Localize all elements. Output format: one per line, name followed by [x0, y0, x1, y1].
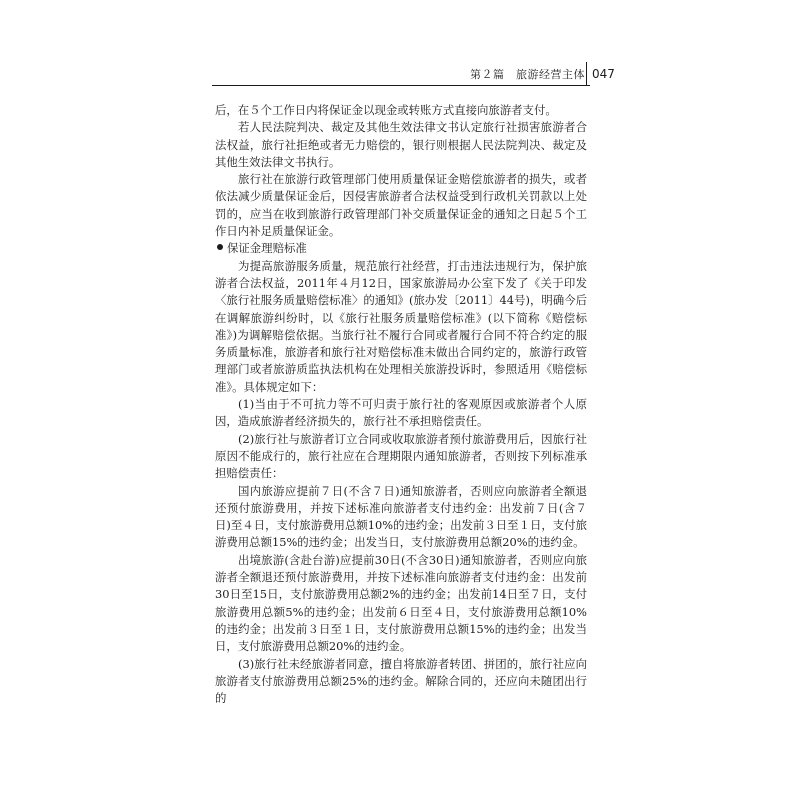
header-rule	[212, 85, 590, 86]
bullet-icon	[217, 244, 223, 250]
paragraph-continuation: 后，在５个工作日内将保证金以现金或转账方式直接向旅游者支付。	[215, 103, 557, 117]
section-heading-text: 保证金理赔标准	[227, 241, 307, 256]
running-header	[0, 0, 800, 90]
paragraph-court-judgment: 若人民法院判决、裁定及其他生效法律文书认定旅行社损害旅游者合法权益，旅行社拒绝或者无力赔偿的，银行则根据人民法院判决、裁定及其他生效法律文书执行。	[215, 120, 587, 169]
page-number: 047	[592, 67, 615, 81]
paragraph-compensation-standard: 为提高旅游服务质量，规范旅行社经营，打击违法违规行为，保护旅游者合法权益，2011年４月12日，国家旅游局办公室下发了《关于印发〈旅行社服务质量赔偿标准〉的通知》(旅办发〔2011〕44号)，明确今后在调解旅游纠纷时，以《旅行社服务质量赔偿标准》(以下简称《赔偿标准》)为调解赔偿依据。当旅行社不履行合同或者履行合同不符合约定的服务质量标准，旅游者和旅行社对赔偿标准未做出合同约定的，旅游行政管理部门或者旅游质监执法机构在处理相关旅游投诉时，参照适用《赔偿标准》。具体规定如下：	[215, 258, 587, 394]
running-header-section-title: 第２篇 旅游经营主体	[470, 68, 585, 81]
page-body	[215, 102, 587, 707]
running-header-divider	[586, 62, 587, 86]
paragraph-domestic-travel: 国内旅游应提前７日(不含７日)通知旅游者，否则应向旅游者全额退还预付旅游费用，并按下述标准向旅游者支付违约金：出发前７日(含７日)至４日，支付旅游费用总额10%的违约金；出发前３日至１日，支付旅游费用总额15%的违约金；出发当日，支付旅游费用总额20%的违约金。	[215, 483, 587, 550]
paragraph-item-3: (3)旅行社未经旅游者同意，擅自将旅游者转团、拼团的，旅行社应向旅游者支付旅游费用总额25%的违约金。解除合同的，还应向未随团出行的	[215, 656, 587, 706]
paragraph-item-1: (1)当由于不可抗力等不可归责于旅行社的客观原因或旅游者个人原因，造成旅游者经济损失的，旅行社不承担赔偿责任。	[215, 397, 587, 429]
paragraph-replenish-deposit: 旅行社在旅游行政管理部门使用质量保证金赔偿旅游者的损失，或者依法减少质量保证金后，因侵害旅游者合法权益受到行政机关罚款以上处罚的，应当在收到旅游行政管理部门补交质量保证金的通知之日起５个工作日内补足质量保证金。	[215, 172, 587, 239]
section-heading	[215, 240, 587, 257]
paragraph-item-2: (2)旅行社与旅游者订立合同或收取旅游者预付旅游费用后，因旅行社原因不能成行的，旅行社应在合理期限内通知旅游者，否则按下列标准承担赔偿责任：	[215, 431, 587, 481]
paragraph-outbound-travel: 出境旅游(含赴台游)应提前30日(不含30日)通知旅游者，否则应向旅游者全额退还预付旅游费用，并按下述标准向旅游者支付违约金：出发前30日至15日，支付旅游费用总额2%的违约金；出发前14日至７日，支付旅游费用总额5%的违约金；出发前６日至４日，支付旅游费用总额10%的违约金；出发前３日至１日，支付旅游费用总额15%的违约金；出发当日，支付旅游费用总额20%的违约金。	[215, 552, 587, 654]
